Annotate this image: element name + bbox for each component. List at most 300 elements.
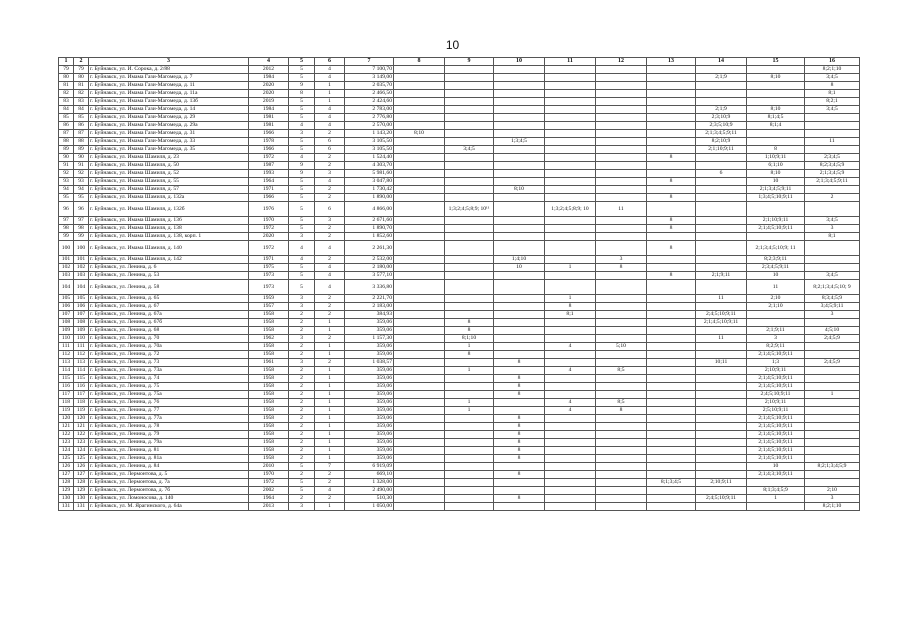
table-cell: 2;4;5;10;9;11: [696, 311, 747, 319]
table-cell: 2: [805, 194, 860, 202]
table-cell: 8;2;3;4;5;9: [805, 162, 860, 170]
table-cell: [394, 343, 445, 351]
table-cell: [545, 280, 596, 295]
header-cell: 15: [747, 58, 805, 66]
table-cell: 6: [315, 138, 345, 146]
table-cell: [747, 98, 805, 106]
table-cell: [545, 138, 596, 146]
table-cell: [445, 303, 494, 311]
table-cell: [805, 241, 860, 256]
table-cell: 5: [289, 272, 315, 280]
table-cell: 8: [494, 439, 545, 447]
table-cell: 109: [74, 327, 89, 335]
table-cell: [696, 256, 747, 264]
table-cell: [647, 335, 696, 343]
table-cell: [805, 415, 860, 423]
table-cell: [494, 367, 545, 375]
table-cell: [696, 82, 747, 90]
table-cell: 104: [59, 280, 74, 295]
table-cell: [494, 82, 545, 90]
table-cell: 2;1;3;4;5;9;11: [696, 130, 747, 138]
table-row: [59, 295, 860, 303]
table-cell: 8;2;1;3;4;5;9: [805, 463, 860, 471]
table-cell: [394, 495, 445, 503]
table-cell: [394, 311, 445, 319]
table-cell: [394, 233, 445, 241]
table-cell: [445, 82, 494, 90]
table-cell: 8;2;3;9;11: [747, 256, 805, 264]
address-cell: г. Буйнакск, ул. Ленина, д. 67: [89, 303, 249, 311]
table-cell: [696, 407, 747, 415]
table-cell: 1958: [249, 431, 289, 439]
table-cell: 1: [315, 90, 345, 98]
table-cell: 2: [289, 447, 315, 455]
table-cell: 359,06: [345, 399, 394, 407]
table-cell: 80: [74, 74, 89, 82]
table-cell: [647, 455, 696, 463]
table-cell: [394, 479, 445, 487]
table-cell: [647, 66, 696, 74]
table-row: [59, 375, 860, 383]
table-cell: [445, 233, 494, 241]
table-cell: [596, 423, 647, 431]
table-cell: 6: [315, 146, 345, 154]
table-cell: 1958: [249, 391, 289, 399]
table-cell: 107: [59, 311, 74, 319]
address-cell: г. Буйнакск, ул. Имама Шамиля, д. 132б: [89, 202, 249, 217]
address-cell: г. Буйнакск, ул. Лермонтова, д. 7б: [89, 487, 249, 495]
table-row: [59, 503, 860, 511]
table-cell: 110: [74, 335, 89, 343]
table-cell: [596, 217, 647, 225]
table-cell: 359,06: [345, 391, 394, 399]
table-cell: 124: [74, 447, 89, 455]
table-cell: 1958: [249, 399, 289, 407]
header-cell: 3: [89, 58, 249, 66]
table-cell: [647, 471, 696, 479]
table-cell: [494, 407, 545, 415]
table-cell: 8: [494, 359, 545, 367]
table-row: [59, 146, 860, 154]
table-row: [59, 423, 860, 431]
address-cell: г. Буйнакск, ул. Имама Шамиля, д. 55: [89, 178, 249, 186]
table-cell: [696, 233, 747, 241]
table-cell: 8: [445, 319, 494, 327]
table-cell: [696, 343, 747, 351]
table-cell: 2;10;9;11: [747, 399, 805, 407]
table-cell: 8: [494, 375, 545, 383]
table-cell: [596, 303, 647, 311]
table-cell: [394, 106, 445, 114]
table-cell: [696, 455, 747, 463]
table-cell: [545, 447, 596, 455]
table-cell: [394, 225, 445, 233]
table-cell: 1964: [249, 178, 289, 186]
table-cell: [747, 319, 805, 327]
table-cell: [647, 90, 696, 98]
table-cell: [647, 186, 696, 194]
table-cell: [545, 217, 596, 225]
table-row: [59, 74, 860, 82]
table-cell: [647, 375, 696, 383]
table-cell: 5: [289, 146, 315, 154]
table-cell: 5: [289, 178, 315, 186]
table-row: [59, 415, 860, 423]
table-cell: [747, 90, 805, 98]
table-cell: [596, 106, 647, 114]
table-cell: 2: [315, 359, 345, 367]
table-cell: [545, 383, 596, 391]
table-cell: [696, 280, 747, 295]
table-cell: [494, 343, 545, 351]
table-cell: 384,93: [345, 311, 394, 319]
table-cell: 8;2;10;9: [696, 138, 747, 146]
table-cell: [494, 503, 545, 511]
table-cell: 5: [289, 225, 315, 233]
header-row: [59, 58, 860, 66]
table-cell: 4: [315, 264, 345, 272]
table-cell: 3;4;5: [805, 106, 860, 114]
table-cell: [545, 122, 596, 130]
table-cell: 1973: [249, 280, 289, 295]
table-cell: 2: [315, 233, 345, 241]
address-cell: г. Буйнакск, ул. Ленина, д. 77: [89, 407, 249, 415]
table-cell: [445, 391, 494, 399]
table-cell: 99: [59, 233, 74, 241]
table-cell: [647, 383, 696, 391]
address-cell: г. Буйнакск, ул. Ленина, д. 6: [89, 264, 249, 272]
table-cell: 2: [289, 455, 315, 463]
table-cell: 4: [315, 74, 345, 82]
address-cell: г. Буйнакск, ул. Лермонтова, д. 7а: [89, 479, 249, 487]
table-cell: 111: [74, 343, 89, 351]
table-cell: [647, 280, 696, 295]
table-cell: 1978: [249, 138, 289, 146]
table-cell: 112: [74, 351, 89, 359]
table-cell: 4: [315, 272, 345, 280]
table-cell: [545, 359, 596, 367]
table-cell: [596, 74, 647, 82]
table-cell: [394, 114, 445, 122]
table-cell: 125: [59, 455, 74, 463]
table-cell: [394, 423, 445, 431]
table-cell: [445, 138, 494, 146]
table-cell: 1 852,60: [345, 233, 394, 241]
table-cell: [647, 487, 696, 495]
table-cell: 2;1;4;5;10;9;11: [747, 439, 805, 447]
table-cell: 1973: [249, 272, 289, 280]
table-cell: [545, 471, 596, 479]
table-cell: 8: [289, 90, 315, 98]
header-cell: 9: [445, 58, 494, 66]
table-cell: 3: [289, 359, 315, 367]
table-cell: 359,06: [345, 367, 394, 375]
table-cell: [445, 106, 494, 114]
table-row: [59, 162, 860, 170]
table-cell: 8;1;10: [445, 335, 494, 343]
table-cell: [805, 375, 860, 383]
table-cell: [545, 256, 596, 264]
table-cell: [647, 256, 696, 264]
table-row: [59, 106, 860, 114]
table-cell: [494, 479, 545, 487]
table-cell: [494, 241, 545, 256]
header-cell: 4: [249, 58, 289, 66]
table-cell: [494, 463, 545, 471]
table-cell: [445, 471, 494, 479]
table-cell: 9: [289, 162, 315, 170]
table-cell: 4: [289, 241, 315, 256]
table-cell: 2: [315, 256, 345, 264]
address-cell: г. Буйнакск, ул. Имама Шамиля, д. 50: [89, 162, 249, 170]
table-cell: 2: [289, 423, 315, 431]
table-cell: [545, 154, 596, 162]
table-cell: [647, 264, 696, 272]
table-cell: [494, 225, 545, 233]
table-cell: 86: [74, 122, 89, 130]
table-cell: [647, 170, 696, 178]
table-cell: 129: [74, 487, 89, 495]
table-cell: [647, 82, 696, 90]
address-cell: г. Буйнакск, ул. Имама Шамиля, д. 57: [89, 186, 249, 194]
table-cell: 127: [74, 471, 89, 479]
table-cell: 3: [315, 217, 345, 225]
table-cell: [596, 455, 647, 463]
table-cell: [805, 431, 860, 439]
table-cell: 1993: [249, 170, 289, 178]
table-cell: 4 303,70: [345, 162, 394, 170]
table-cell: [545, 74, 596, 82]
table-cell: [445, 194, 494, 202]
table-cell: 4: [315, 114, 345, 122]
header-cell: 13: [647, 58, 696, 66]
table-cell: 3: [289, 233, 315, 241]
table-cell: 2: [289, 375, 315, 383]
table-cell: 2: [289, 311, 315, 319]
table-cell: 5: [289, 264, 315, 272]
table-cell: 92: [74, 170, 89, 178]
table-cell: 87: [74, 130, 89, 138]
table-cell: [445, 217, 494, 225]
table-cell: [647, 122, 696, 130]
table-cell: 11: [596, 202, 647, 217]
table-cell: 1981: [249, 114, 289, 122]
table-cell: 2: [315, 130, 345, 138]
table-cell: [696, 391, 747, 399]
header-cell: 14: [696, 58, 747, 66]
table-cell: 6;1;10: [747, 162, 805, 170]
table-cell: 5: [289, 186, 315, 194]
table-cell: 1: [315, 407, 345, 415]
table-cell: 1972: [249, 241, 289, 256]
table-cell: [394, 90, 445, 98]
table-cell: [545, 241, 596, 256]
header-cell: 16: [805, 58, 860, 66]
table-cell: 5: [289, 487, 315, 495]
table-cell: [747, 130, 805, 138]
table-row: [59, 447, 860, 455]
table-cell: 2: [315, 194, 345, 202]
table-cell: 1: [315, 375, 345, 383]
table-cell: [696, 415, 747, 423]
table-cell: [394, 194, 445, 202]
table-cell: 1: [445, 367, 494, 375]
address-cell: г. Буйнакск, ул. Имама Гази-Магомеда, д. 29а: [89, 122, 249, 130]
table-row: [59, 178, 860, 186]
table-cell: 123: [74, 439, 89, 447]
table-row: [59, 471, 860, 479]
table-cell: 118: [59, 399, 74, 407]
table-cell: 2;1;9;11: [747, 327, 805, 335]
table-cell: 2;3;4;5;9;11: [747, 264, 805, 272]
table-cell: 4 866,00: [345, 202, 394, 217]
address-cell: г. Буйнакск, ул. Имама Шамиля, д. 52: [89, 170, 249, 178]
table-cell: [596, 351, 647, 359]
table-cell: 359,06: [345, 375, 394, 383]
table-cell: [494, 202, 545, 217]
table-cell: [647, 367, 696, 375]
table-cell: 84: [59, 106, 74, 114]
table-cell: [394, 455, 445, 463]
table-cell: [647, 439, 696, 447]
table-cell: 359,06: [345, 439, 394, 447]
table-cell: [747, 138, 805, 146]
table-cell: 79: [59, 66, 74, 74]
header-cell: 6: [315, 58, 345, 66]
table-cell: 130: [59, 495, 74, 503]
table-cell: [394, 256, 445, 264]
table-cell: 10;11: [696, 359, 747, 367]
table-cell: [805, 256, 860, 264]
table-cell: 89: [74, 146, 89, 154]
table-cell: 2;1;9: [696, 106, 747, 114]
table-cell: 99: [74, 233, 89, 241]
table-row: [59, 327, 860, 335]
table-cell: [696, 463, 747, 471]
table-cell: 121: [59, 423, 74, 431]
table-cell: 4: [545, 407, 596, 415]
table-cell: 113: [59, 359, 74, 367]
table-cell: [394, 447, 445, 455]
table-cell: 5: [289, 98, 315, 106]
table-cell: 116: [74, 383, 89, 391]
table-cell: 79: [74, 66, 89, 74]
table-cell: [596, 178, 647, 186]
table-cell: [545, 415, 596, 423]
table-cell: [696, 217, 747, 225]
table-cell: 2;1;4;5;10;9;11: [747, 431, 805, 439]
table-cell: [596, 479, 647, 487]
table-cell: 1971: [249, 256, 289, 264]
table-cell: [596, 495, 647, 503]
table-cell: [596, 225, 647, 233]
table-cell: [545, 106, 596, 114]
table-cell: 1: [315, 82, 345, 90]
address-cell: г. Буйнакск, ул. Имама Гази-Магомеда, д. 31: [89, 130, 249, 138]
table-cell: 2: [289, 399, 315, 407]
table-cell: [647, 233, 696, 241]
table-cell: [394, 431, 445, 439]
table-cell: [696, 90, 747, 98]
table-cell: 81: [74, 82, 89, 90]
table-cell: [545, 463, 596, 471]
table-cell: 1: [315, 383, 345, 391]
table-cell: 2: [315, 471, 345, 479]
table-cell: [545, 194, 596, 202]
table-cell: 3: [289, 130, 315, 138]
table-cell: [647, 463, 696, 471]
table-cell: 1: [805, 391, 860, 399]
table-cell: [394, 98, 445, 106]
table-cell: 2;1;9: [696, 74, 747, 82]
table-cell: [545, 431, 596, 439]
table-cell: [445, 359, 494, 367]
table-cell: 6: [315, 202, 345, 217]
table-cell: 88: [74, 138, 89, 146]
table-cell: 131: [59, 503, 74, 511]
table-cell: 2: [315, 162, 345, 170]
table-cell: [394, 367, 445, 375]
table-cell: 1;4;10: [494, 256, 545, 264]
table-cell: 1: [315, 319, 345, 327]
table-cell: [596, 319, 647, 327]
table-cell: [647, 295, 696, 303]
table-cell: 8: [647, 241, 696, 256]
table-cell: 108: [59, 319, 74, 327]
table-cell: 2012: [249, 66, 289, 74]
table-cell: 1: [545, 264, 596, 272]
table-cell: 103: [74, 272, 89, 280]
table-cell: 2013: [249, 503, 289, 511]
page-number: 10: [445, 38, 460, 52]
table-cell: [494, 98, 545, 106]
address-cell: г. Буйнакск, ул. Ленина, д. 70: [89, 335, 249, 343]
header-cell: 12: [596, 58, 647, 66]
header-cell: 5: [289, 58, 315, 66]
table-cell: 128: [59, 479, 74, 487]
table-row: [59, 90, 860, 98]
table-cell: [647, 343, 696, 351]
table-cell: [805, 471, 860, 479]
table-cell: 118: [74, 399, 89, 407]
table-cell: [696, 367, 747, 375]
table-cell: [394, 407, 445, 415]
address-cell: г. Буйнакск, ул. Имама Шамиля, д. 23: [89, 154, 249, 162]
table-cell: 95: [74, 194, 89, 202]
table-cell: [445, 431, 494, 439]
table-cell: [696, 202, 747, 217]
table-cell: [747, 202, 805, 217]
table-cell: 8: [445, 351, 494, 359]
table-cell: 1966: [249, 146, 289, 154]
table-cell: 86: [59, 122, 74, 130]
table-cell: 3: [747, 335, 805, 343]
table-cell: 3;4;5;9;11: [805, 303, 860, 311]
table-cell: 1981: [249, 122, 289, 130]
table-cell: [596, 487, 647, 495]
table-cell: 3: [805, 495, 860, 503]
table-cell: 2020: [249, 233, 289, 241]
address-cell: г. Буйнакск, ул. Имама Шамиля, д. 142: [89, 256, 249, 264]
table-cell: [696, 375, 747, 383]
table-row: [59, 303, 860, 311]
table-cell: 11: [747, 280, 805, 295]
table-cell: [596, 431, 647, 439]
table-cell: [805, 367, 860, 375]
table-cell: 127: [59, 471, 74, 479]
table-cell: 1 038,57: [345, 359, 394, 367]
table-cell: 8: [747, 146, 805, 154]
